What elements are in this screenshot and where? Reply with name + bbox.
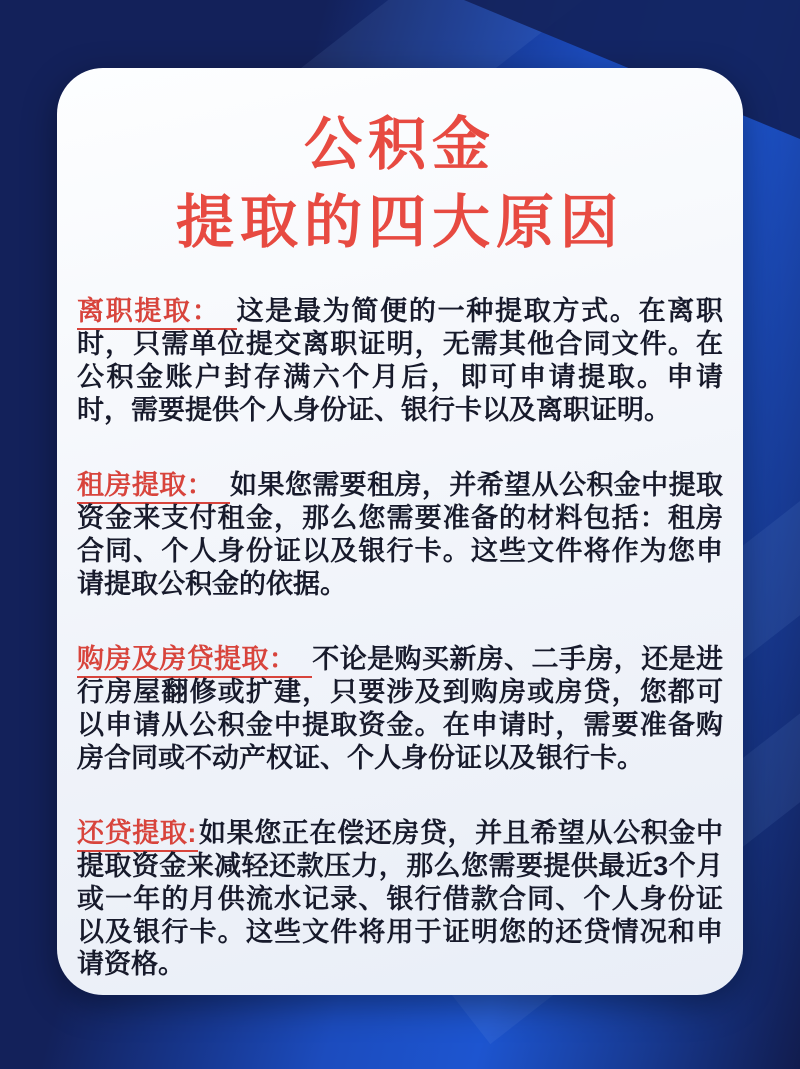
section-heading: 购房及房贷提取： bbox=[77, 644, 312, 678]
section-body: 这是最为简便的一种提取方式。在离职时，只需单位提交离职证明，无需其他合同文件。在公积金账户封存满六个月后，即可申请提取。申请时，需要提供个人身份证、银行卡以及离职证明。 bbox=[77, 296, 724, 426]
section-homepurchase-mortgage-withdrawal bbox=[77, 643, 723, 775]
section-resignation-withdrawal bbox=[77, 295, 723, 427]
title-line-2: 提取的四大原因 bbox=[175, 189, 624, 255]
section-loan-repayment-withdrawal bbox=[77, 817, 723, 982]
section-heading: 租房提取： bbox=[77, 470, 230, 504]
section-heading: 还贷提取: bbox=[77, 818, 198, 852]
section-body: 不论是购买新房、二手房，还是进行房屋翻修或扩建，只要涉及到购房或房贷，您都可以申请从公积金中提取资金。在申请时，需要准备购房合同或不动产权证、个人身份证以及银行卡。 bbox=[77, 643, 724, 773]
section-rent-withdrawal bbox=[77, 469, 723, 601]
section-body: 如果您正在偿还房贷，并且希望从公积金中提取资金来减轻还款压力，那么您需要提供最近3个月或一年的月供流水记录、银行借款合同、个人身份证以及银行卡。这些文件将用于证明您的还贷情况和申请资格。 bbox=[77, 817, 724, 980]
page-title bbox=[77, 106, 723, 261]
section-body: 如果您需要租房，并希望从公积金中提取资金来支付租金，那么您需要准备的材料包括：租房合同、个人身份证以及银行卡。这些文件将作为您申请提取公积金的依据。 bbox=[77, 470, 724, 599]
content-card bbox=[57, 68, 743, 995]
section-heading: 离职提取： bbox=[77, 296, 237, 330]
title-line-1: 公积金 bbox=[303, 112, 496, 177]
